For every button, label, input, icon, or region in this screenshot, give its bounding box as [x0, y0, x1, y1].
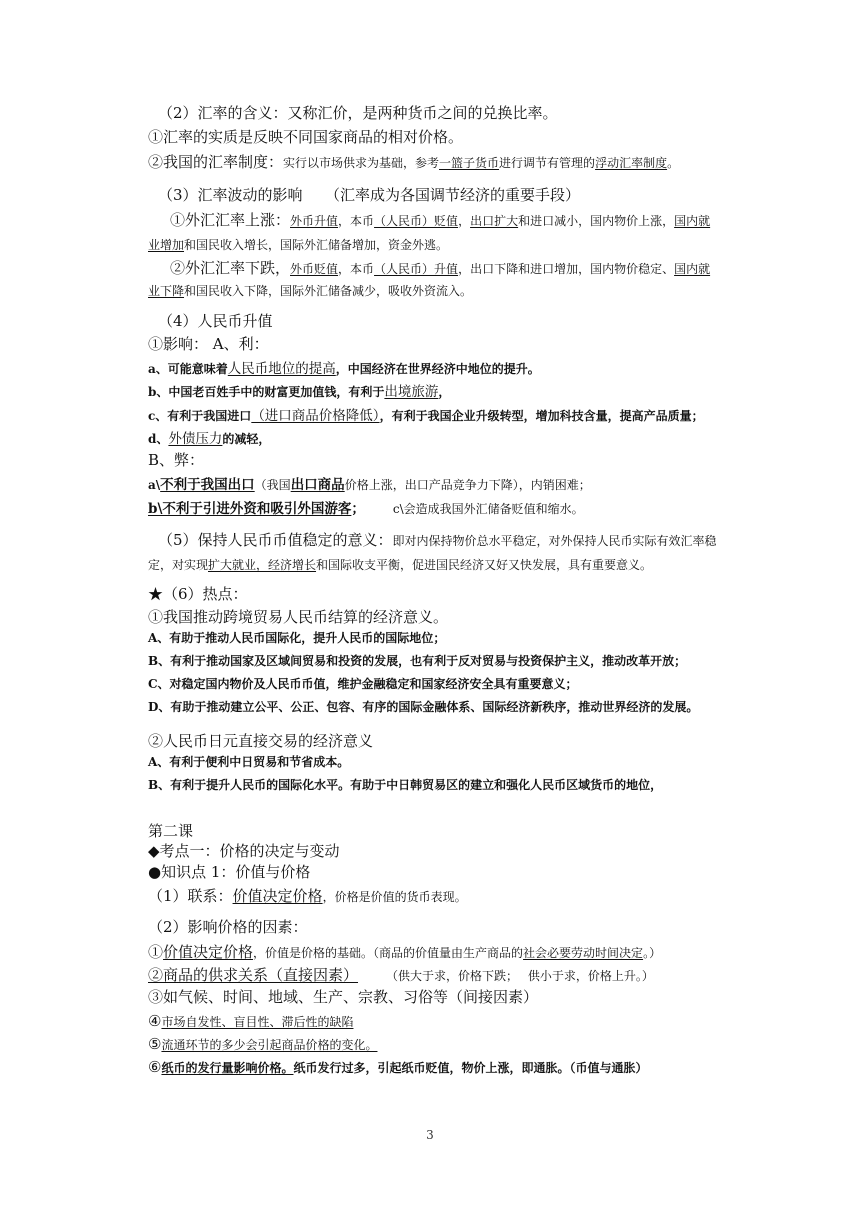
heading-text: ★（6）热点： [148, 585, 248, 603]
line-text: （2）影响价格的因素： [148, 918, 308, 936]
benefit-a [148, 358, 540, 377]
stable-rmb-line-2 [148, 554, 652, 573]
rate-fall-line-1 [170, 258, 710, 277]
underlined-text: 浮动汇率制度 [595, 156, 668, 170]
line-text: B、弊： [148, 451, 205, 469]
line-text: a、可能意味着 [148, 362, 228, 376]
underlined-text: 外币升值 [290, 214, 339, 228]
factor-4 [148, 1011, 353, 1030]
rmb-yen-heading [148, 732, 373, 750]
line-text: 和国民收入增长，国际外汇储备增加，资金外逃。 [184, 238, 449, 252]
rate-rise-line-1 [170, 210, 710, 229]
line-text: ①外汇汇率上涨： [170, 211, 291, 229]
drawback-a [148, 474, 591, 493]
underlined-text: 外币贬值 [290, 262, 339, 276]
line-text: （1）联系： [148, 887, 233, 905]
line-text: ②我国的汇率制度： [148, 153, 284, 171]
underlined-text: 出境旅游 [384, 384, 439, 400]
line-text: D、有助于推动建立公平、公正、包容、有序的国际金融体系、国际经济新秩序，推动世界经济的发展。 [148, 700, 699, 714]
underlined-text: ②商品的供求关系（直接因素） [148, 966, 359, 984]
line-text: ，本币 [338, 262, 375, 276]
underlined-text: 扩大就业，经济增长 [208, 558, 317, 572]
relation-line [148, 886, 467, 905]
underlined-text: （人民币）升值 [374, 262, 459, 276]
line-text: ，中国经济在世界经济中地位的提升。 [335, 362, 540, 376]
line-text: ，价值是价格的基础。（商品的价值量由生产商品的 [253, 946, 524, 960]
line-text: ①汇率的实质是反映不同国家商品的相对价格。 [148, 128, 464, 146]
heading-text: 第二课 [148, 822, 194, 840]
underlined-text: 纸币的发行量影响价格。 [161, 1061, 294, 1075]
line-text: A、有助于推动人民币国际化，提升人民币的国际地位； [148, 631, 446, 645]
drawback-heading [148, 451, 204, 469]
line-text: 纸币发行过多，引起纸币贬值，物价上涨，即通胀。（币值与通胀） [293, 1061, 648, 1075]
line-text: （供大于求，价格下跌； 供小于求，价格上升。） [392, 969, 654, 983]
line-text: C、对稳定国内物价及人民币币值，维护金融稳定和国家经济安全具有重要意义； [148, 677, 578, 691]
line-text: 价格上涨，出口产品竞争力下降），内销困难； [344, 478, 591, 492]
line-text: a\ [148, 478, 161, 492]
line-text: 和国民收入下降，国际外汇储备减少，吸收外资流入。 [184, 284, 473, 298]
line-text: 实行以市场供求为基础，参考 [283, 156, 440, 170]
factor-3 [148, 988, 538, 1006]
line-text: B、有利于提升人民币的国际化水平。有助于中日韩贸易区的建立和强化人民币区域货币的地位， [148, 778, 663, 792]
lesson-title [148, 822, 193, 840]
line-text: ②外汇汇率下跌， [170, 259, 291, 277]
line-text: 进行调节有管理的 [499, 156, 596, 170]
line-text: ⑥ [148, 1058, 162, 1076]
line-text: ， [438, 385, 451, 399]
line-text: 。 [667, 156, 680, 170]
heading-text: （5）保持人民币币值稳定的意义： [158, 531, 393, 549]
benefit-b [148, 381, 450, 400]
underlined-text: 流通环节的多少会引起商品价格的变化。 [161, 1038, 378, 1052]
line-text: ，出口下降和进口增加，国内物价稳定、 [458, 262, 675, 276]
stable-rmb-line-1 [158, 530, 717, 549]
line-text: ◆考点一：价格的决定与变动 [148, 842, 340, 860]
underlined-text: 业下降 [148, 284, 185, 298]
factor-1 [148, 942, 661, 961]
underlined-text: 国内就 [674, 214, 711, 228]
line-text: b、中国老百姓手中的财富更加值钱，有利于 [148, 385, 385, 399]
cross-border-c [148, 677, 578, 691]
underlined-text: 国内就 [674, 262, 711, 276]
cross-border-d [148, 700, 698, 714]
underlined-text: （人民币）贬值 [374, 214, 459, 228]
line-text: ，有利于我国企业升级转型，增加科技含量，提高产品质量； [379, 409, 704, 423]
line-text: ④ [148, 1012, 162, 1030]
heading-text: （4）人民币升值 [158, 312, 273, 330]
exam-point-heading [148, 842, 340, 860]
fluctuation-heading [158, 186, 580, 204]
exchange-rate-definition [158, 104, 558, 122]
page-number: 3 [426, 1128, 434, 1142]
underlined-text: b\不利于引进外资和吸引外国游客 [148, 501, 352, 517]
benefit-d [148, 428, 270, 447]
underlined-text: 人民币地位的提高 [227, 361, 336, 377]
factors-heading [148, 918, 308, 936]
line-text: 的减轻， [222, 432, 271, 446]
underlined-text: 社会必要劳动时间决定 [523, 946, 644, 960]
line-text: ①影响： A、利： [148, 335, 269, 353]
line-text: ； [351, 501, 365, 517]
drawback-b-c [148, 498, 584, 517]
underlined-text: 价值决定价格 [232, 887, 323, 905]
rate-fall-line-2 [148, 280, 472, 299]
underlined-text: 一篮子货币 [439, 156, 500, 170]
line-text: ① [148, 943, 164, 961]
line-text: 和进口减小，国内物价上涨， [518, 214, 675, 228]
line-text: 定，对实现 [148, 558, 209, 572]
underlined-text: 外债压力 [168, 431, 223, 447]
underlined-text: 价值决定价格 [163, 943, 254, 961]
line-text: ③如气候、时间、地域、生产、宗教、习俗等（间接因素） [148, 988, 539, 1006]
knowledge-point-heading [148, 863, 310, 881]
line-text: ①我国推动跨境贸易人民币结算的经济意义。 [148, 608, 449, 626]
line-text: ●知识点 1：价值与价格 [148, 863, 311, 881]
heading-text: （3）汇率波动的影响 （汇率成为各国调节经济的重要手段） [158, 186, 581, 204]
underlined-text: 出口扩大 [470, 214, 519, 228]
line-text: ⑤ [148, 1035, 162, 1053]
line-text: （我国 [254, 478, 291, 492]
line-text: ， [458, 214, 471, 228]
underlined-text: 业增加 [148, 238, 185, 252]
cross-border-heading [148, 608, 448, 626]
factor-2 [148, 965, 654, 984]
rmb-yen-a [148, 755, 349, 769]
line-text: A、有利于便利中日贸易和节省成本。 [148, 755, 350, 769]
line-text: 。） [643, 946, 662, 960]
underlined-text: （进口商品价格降低） [251, 408, 380, 424]
exchange-rate-system [148, 152, 679, 171]
cross-border-b [148, 654, 686, 668]
hot-topics-heading [148, 585, 248, 603]
impact-heading [148, 335, 269, 353]
benefit-c [148, 405, 704, 424]
exchange-rate-essence [148, 128, 463, 146]
factor-6 [148, 1057, 647, 1076]
underlined-text: 出口商品 [290, 477, 345, 493]
line-text: 即对内保持物价总水平稳定，对外保持人民币实际有效汇率稳 [392, 534, 717, 548]
factor-5 [148, 1034, 377, 1053]
cross-border-a [148, 631, 445, 645]
line-text: c、有利于我国进口 [148, 409, 252, 423]
rmb-appreciation-heading [158, 312, 273, 330]
line-text: ②人民币日元直接交易的经济意义 [148, 732, 374, 750]
line-text: d、 [148, 432, 169, 446]
underlined-text: 不利于我国出口 [160, 477, 255, 493]
line-text: B、有利于推动国家及区域间贸易和投资的发展，也有利于反对贸易与投资保护主义，推动改革开放； [148, 654, 687, 668]
heading-text: （2）汇率的含义：又称汇价，是两种货币之间的兑换比率。 [158, 104, 558, 122]
line-text: 和国际收支平衡，促进国民经济又好又快发展，具有重要意义。 [316, 558, 653, 572]
rmb-yen-b [148, 778, 662, 792]
underlined-text: 市场自发性、盲目性、滞后性的缺陷 [161, 1015, 354, 1029]
rate-rise-line-2 [148, 234, 448, 253]
line-text: c\会造成我国外汇储备贬值和缩水。 [392, 502, 584, 516]
line-text: ，本币 [338, 214, 375, 228]
line-text: ，价格是价值的货币表现。 [322, 890, 467, 904]
